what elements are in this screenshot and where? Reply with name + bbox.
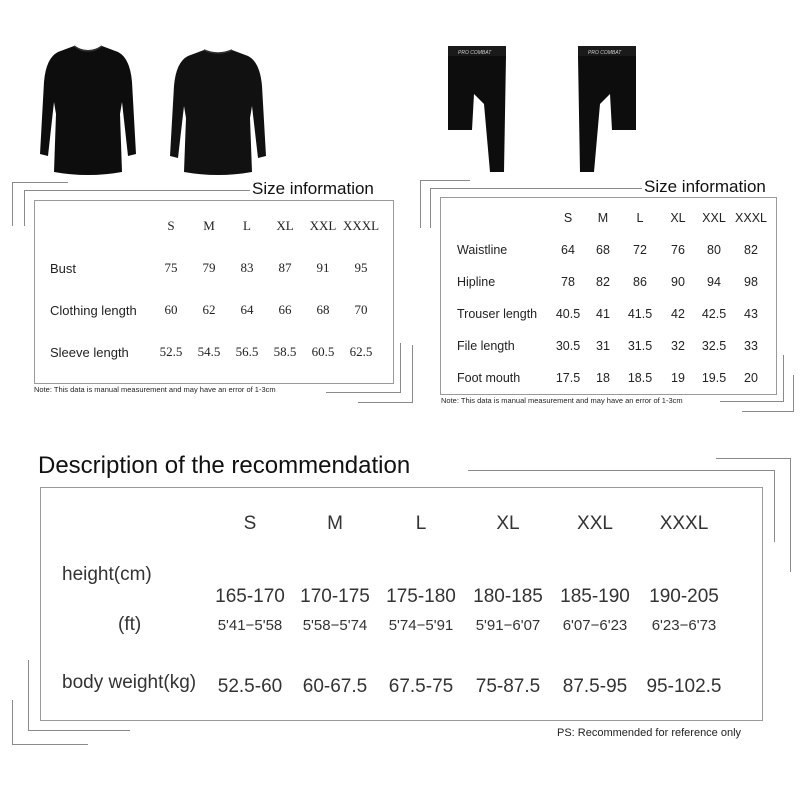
cell: 42.5	[701, 307, 727, 321]
cell: 75	[164, 260, 178, 275]
table-row	[62, 542, 732, 608]
cell: 180-185	[473, 586, 543, 607]
cell: 66	[278, 302, 292, 317]
cell: 5'74−5'91	[388, 616, 454, 634]
cell: 6'07−6'23	[562, 616, 628, 634]
cell: 78	[561, 275, 575, 289]
shirt-front-image	[38, 42, 138, 178]
row-label: Bust	[50, 260, 77, 276]
cell: 5'91−6'07	[475, 616, 541, 634]
size-header: XXL	[577, 513, 613, 534]
row-label: Waistline	[457, 243, 508, 257]
cell: 83	[240, 260, 254, 275]
size-header: L	[243, 218, 251, 233]
size-header: M	[327, 513, 343, 534]
size-header: XXXL	[659, 513, 709, 534]
cell: 18.5	[627, 371, 653, 385]
cell: 54.5	[197, 344, 221, 359]
row-label: body weight(kg)	[62, 672, 197, 693]
cell: 31	[596, 339, 610, 353]
cell: 82	[744, 243, 758, 257]
recommendation-title: Description of the recommendation	[38, 452, 411, 479]
table-row	[457, 362, 771, 394]
size-header: M	[597, 211, 609, 225]
cell: 30.5	[555, 339, 581, 353]
recommendation-ps-note: PS: Recommended for reference only	[557, 727, 742, 739]
cell: 72	[633, 243, 647, 257]
cell: 52.5	[159, 344, 183, 359]
size-header: S	[563, 211, 573, 225]
cell: 5'58−5'74	[302, 616, 368, 634]
cell: 41	[596, 307, 610, 321]
cell: 18	[596, 371, 610, 385]
shorts-legging-front-image	[444, 44, 510, 174]
table-header-row	[50, 205, 380, 247]
table-row	[457, 266, 771, 298]
cell: 32.5	[701, 339, 727, 353]
row-label: (ft)	[118, 614, 142, 635]
cell: 62.5	[349, 344, 373, 359]
cell: 175-180	[386, 586, 456, 607]
cell: 62	[202, 302, 216, 317]
cell: 190-205	[649, 586, 719, 607]
row-label: Clothing length	[50, 302, 137, 318]
cell: 33	[744, 339, 758, 353]
cell: 185-190	[560, 586, 630, 607]
cell: 41.5	[627, 307, 653, 321]
shirt-back-image	[168, 46, 268, 178]
table-row	[457, 234, 771, 266]
cell: 17.5	[555, 371, 581, 385]
cell: 64	[561, 243, 575, 257]
size-header: XXXL	[342, 218, 380, 233]
pants-measurement-note: Note: This data is manual measurement and may have an error of 1-3cm	[441, 396, 683, 405]
cell: 58.5	[273, 344, 297, 359]
cell: 95	[354, 260, 368, 275]
shirt-size-title: Size information	[252, 179, 374, 198]
size-header: XXL	[309, 218, 337, 233]
cell: 19	[671, 371, 685, 385]
cell: 32	[671, 339, 685, 353]
cell: 67.5-75	[388, 676, 454, 697]
recommendation-table	[62, 506, 732, 698]
size-header: XL	[496, 513, 520, 534]
cell: 90	[671, 275, 685, 289]
cell: 60	[164, 302, 178, 317]
shirt-measurement-note: Note: This data is manual measurement and may have an error of 1-3cm	[34, 385, 276, 394]
cell: 87	[278, 260, 292, 275]
table-header-row	[457, 202, 771, 234]
cell: 95-102.5	[646, 676, 722, 697]
size-header: XL	[670, 211, 686, 225]
cell: 6'23−6'73	[651, 616, 717, 634]
row-label: Hipline	[457, 275, 496, 289]
table-row	[62, 608, 732, 642]
cell: 56.5	[235, 344, 259, 359]
size-header: XXXL	[735, 211, 767, 225]
cell: 64	[240, 302, 254, 317]
cell: 94	[707, 275, 721, 289]
shorts-legging-back-image	[574, 44, 640, 174]
size-header: S	[243, 513, 257, 534]
waistband-text: PRO COMBAT	[458, 50, 492, 56]
size-header: M	[203, 218, 215, 233]
cell: 76	[671, 243, 685, 257]
cell: 5'41−5'58	[217, 616, 283, 634]
row-label: Trouser length	[457, 307, 538, 321]
cell: 43	[744, 307, 758, 321]
size-header: S	[167, 218, 175, 233]
cell: 20	[744, 371, 758, 385]
row-label: Sleeve length	[50, 344, 129, 360]
cell: 31.5	[627, 339, 653, 353]
svg-text:PRO COMBAT: PRO COMBAT	[588, 50, 622, 56]
cell: 52.5-60	[217, 676, 283, 697]
cell: 98	[744, 275, 758, 289]
cell: 86	[633, 275, 647, 289]
size-header: XL	[276, 218, 294, 233]
cell: 79	[202, 260, 216, 275]
table-row	[457, 298, 771, 330]
cell: 165-170	[215, 586, 285, 607]
shirt-size-table	[50, 205, 380, 373]
size-header: L	[415, 513, 427, 534]
cell: 80	[707, 243, 721, 257]
table-row	[50, 289, 380, 331]
size-header: XXL	[702, 211, 726, 225]
cell: 19.5	[701, 371, 727, 385]
pants-size-title: Size information	[644, 177, 766, 196]
table-row	[50, 331, 380, 373]
cell: 40.5	[555, 307, 581, 321]
cell: 68	[316, 302, 330, 317]
cell: 170-175	[300, 586, 370, 607]
cell: 82	[596, 275, 610, 289]
cell: 60.5	[311, 344, 335, 359]
size-header: L	[636, 211, 644, 225]
cell: 42	[671, 307, 685, 321]
row-label: Foot mouth	[457, 371, 521, 385]
table-row	[50, 247, 380, 289]
row-label: height(cm)	[62, 564, 152, 585]
cell: 70	[354, 302, 368, 317]
pants-size-table	[457, 202, 771, 394]
table-row	[457, 330, 771, 362]
cell: 75-87.5	[475, 676, 541, 697]
cell: 91	[316, 260, 330, 275]
row-label: File length	[457, 339, 515, 353]
table-header-row	[62, 506, 732, 542]
cell: 68	[596, 243, 610, 257]
cell: 87.5-95	[562, 676, 628, 697]
table-row	[62, 642, 732, 698]
cell: 60-67.5	[302, 676, 368, 697]
